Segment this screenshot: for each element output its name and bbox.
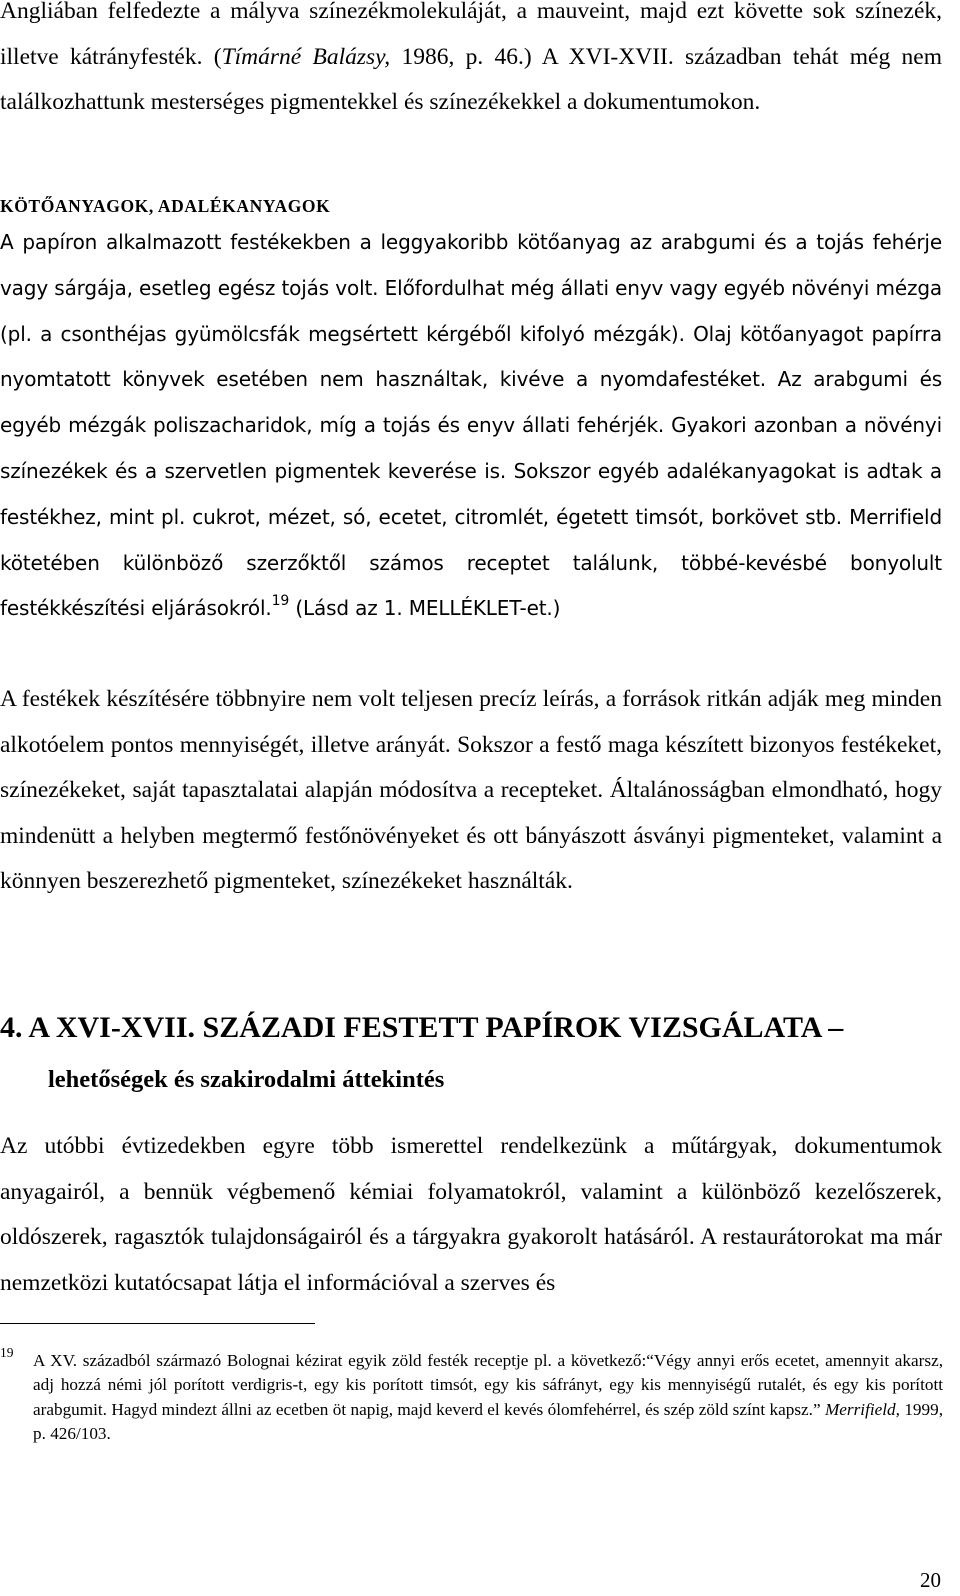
page-number: 20: [920, 1568, 941, 1592]
footnote-text: A XV. századból származó Bolognai kézirat egyik zöld festék receptje pl. a következő:“Végy annyi erős ecetet, amennyit akarsz, adj hozzá némi jól porított verdigris-t, egy kis porított timsót, egy kis sáfrányt, egy kis mennyiségű rutalét, és egy kis porított arabgumit. Hagyd mindezt állni az ecetben öt napig, majd keverd el kevés ólomfehérrel, és szép zöld színt kapsz.” Merrifield, 1999, p. 426/103.: [33, 1351, 943, 1443]
research-paragraph: Az utóbbi évtizedekben egyre több ismerettel rendelkezünk a műtárgyak, dokumentumok anyagairól, a bennük végbemenő kémiai folyamatokról, valamint a különböző kezelőszerek, oldószerek, ragasztók tulajdonságairól és a tárgyakra gyakorolt hatásáról. A restaurátorokat ma már nemzetközi kutatócsapat látja el információval a szerves és: [0, 1133, 942, 1296]
footnote-reference[interactable]: 19: [271, 593, 290, 610]
recipes-paragraph: A festékek készítésére többnyire nem volt teljesen precíz leírás, a források ritkán adják meg minden alkotóelem pontos mennyiségét, illetve arányát. Sokszor a festő maga készített bizonyos festékeket, színezékeket, saját tapasztalatai alapján módosítva a recepteket. Általánosságban elmondható, hogy mindenütt a helyben megtermő festőnövényeket és ott bányászott ásványi pigmenteket, valamint a könnyen beszerezhető pigmenteket, színezékeket használták.: [0, 686, 942, 894]
citation: Tímárné Balázsy,: [221, 43, 391, 70]
binder-paragraph: A papíron alkalmazott festékekben a leggyakoribb kötőanyag az arabgumi és a tojás fehérje vagy sárgája, esetleg egész tojás volt. Előfordulhat még állati enyv vagy egyéb növényi mézga (pl. a csonthéjas gyümölcsfák megsértett kérgéből kifolyó mézgák). Olaj kötőanyagot papírra nyomtatott könyvek esetében nem használtak, kivéve a nyomdafestéket. Az arabgumi és egyéb mézgák poliszacharidok, míg a tojás és enyv állati fehérjék. Gyakori azonban a növényi színezékek és a szervetlen pigmentek keverése is. Sokszor egyéb adalékanyagokat is adtak a festékhez, mint pl. cukrot, mézet, só, ecetet, citromlét, égetett timsót, borkövet stb. Merrifield kötetében különböző szerzőktől számos receptet találunk, többé-kevésbé bonyolult festékkészítési eljárásokról.$^{19}$ (Lásd az 1. MELLÉKLET-et.): [0, 230, 942, 621]
footnote-citation: Merrifield,: [824, 1399, 900, 1419]
chapter-subtitle: lehetőségek és szakirodalmi áttekintés: [48, 1066, 445, 1093]
footnote-number: 19: [0, 1345, 14, 1360]
intro-paragraph: Angliában felfedezte a mályva színezékmolekuláját, a mauveint, majd ezt követte sok színezék, illetve kátrányfesték. (Tímárné Balázsy, 1986, p. 46.) A XVI-XVII. században tehát még nem találkozhattunk mesterséges pigmentekkel és színezékekkel a dokumentumokon.: [0, 0, 942, 115]
footnote-divider: [0, 1323, 315, 1324]
chapter-title: 4. A XVI-XVII. SZÁZADI FESTETT PAPÍROK VIZSGÁLATA –: [0, 1011, 844, 1044]
section-heading: KÖTŐANYAGOK, ADALÉKANYAGOK: [0, 196, 331, 216]
